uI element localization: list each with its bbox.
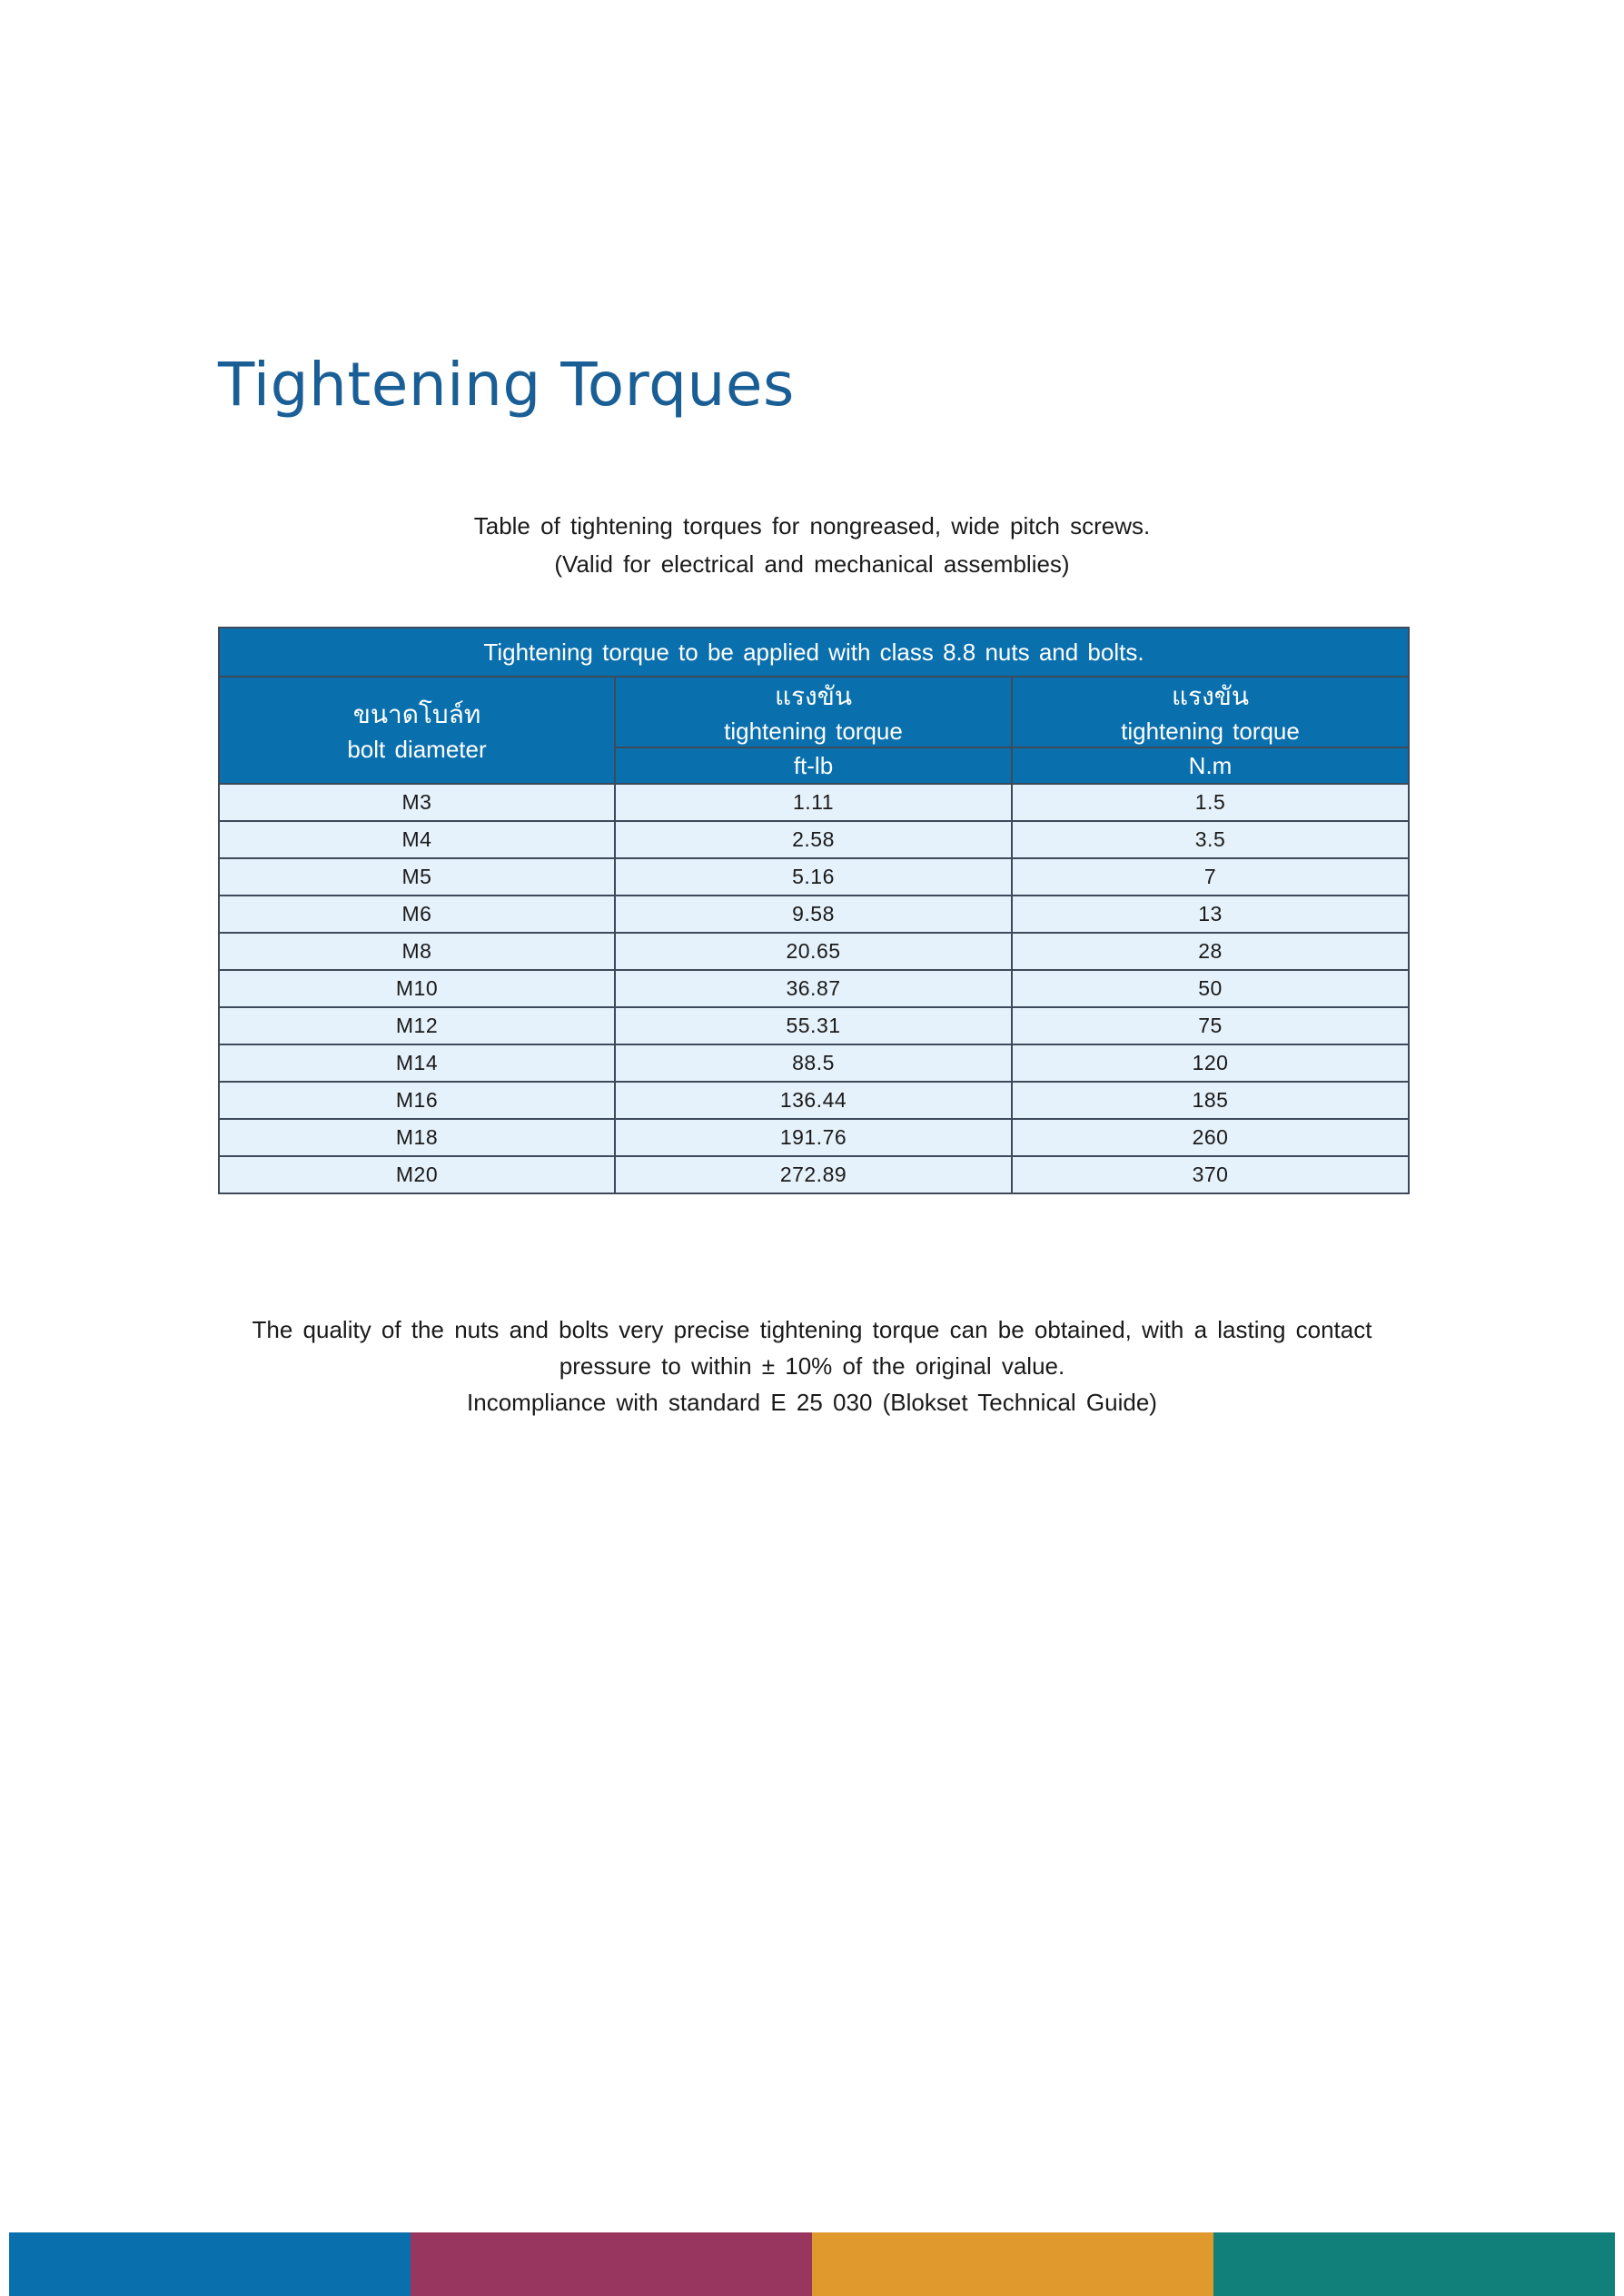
color-bar-segment bbox=[411, 2232, 812, 2296]
header-label: bolt diameter bbox=[347, 736, 487, 763]
table-description bbox=[0, 507, 1624, 583]
footer-note bbox=[0, 1311, 1624, 1420]
cell-torque-nm: 185 bbox=[1012, 1082, 1409, 1119]
color-bar-segment bbox=[9, 2232, 411, 2296]
cell-torque-ftlb: 9.58 bbox=[615, 896, 1012, 933]
cell-torque-ftlb: 2.58 bbox=[615, 821, 1012, 858]
header-torque-ftlb bbox=[615, 677, 1012, 747]
header-label: tightening torque bbox=[1121, 718, 1300, 745]
color-bar bbox=[9, 2232, 1615, 2296]
cell-torque-ftlb: 88.5 bbox=[615, 1044, 1012, 1082]
cell-bolt-size: M10 bbox=[219, 970, 615, 1007]
cell-torque-ftlb: 1.11 bbox=[615, 784, 1012, 821]
cell-bolt-size: M6 bbox=[219, 896, 615, 933]
description-line-2: (Valid for electrical and mechanical assemblies) bbox=[554, 550, 1070, 578]
torque-table bbox=[218, 627, 1410, 1194]
table-row bbox=[219, 1156, 1409, 1193]
color-bar-segment bbox=[1213, 2232, 1615, 2296]
header-thai-label: แรงขัน bbox=[774, 681, 853, 711]
cell-torque-ftlb: 36.87 bbox=[615, 970, 1012, 1007]
cell-torque-nm: 7 bbox=[1012, 858, 1409, 896]
table-row bbox=[219, 1007, 1409, 1044]
footer-line-2: pressure to within ± 10% of the original value. bbox=[559, 1352, 1065, 1380]
unit-nm: N.m bbox=[1012, 747, 1409, 784]
cell-torque-ftlb: 191.76 bbox=[615, 1119, 1012, 1156]
table-caption: Tightening torque to be applied with class 8.8 nuts and bolts. bbox=[219, 628, 1409, 677]
cell-torque-ftlb: 20.65 bbox=[615, 933, 1012, 970]
table-row bbox=[219, 933, 1409, 970]
table-body bbox=[219, 784, 1409, 1193]
cell-bolt-size: M5 bbox=[219, 858, 615, 896]
cell-bolt-size: M20 bbox=[219, 1156, 615, 1193]
cell-torque-nm: 75 bbox=[1012, 1007, 1409, 1044]
cell-bolt-size: M3 bbox=[219, 784, 615, 821]
cell-bolt-size: M12 bbox=[219, 1007, 615, 1044]
cell-bolt-size: M4 bbox=[219, 821, 615, 858]
table-row bbox=[219, 1044, 1409, 1082]
cell-torque-nm: 370 bbox=[1012, 1156, 1409, 1193]
color-bar-segment bbox=[812, 2232, 1213, 2296]
footer-line-3: Incompliance with standard E 25 030 (Blokset Technical Guide) bbox=[467, 1389, 1157, 1416]
unit-ftlb: ft-lb bbox=[615, 747, 1012, 784]
cell-torque-nm: 50 bbox=[1012, 970, 1409, 1007]
description-line-1: Table of tightening torques for nongreased, wide pitch screws. bbox=[473, 512, 1151, 539]
header-label: tightening torque bbox=[724, 718, 903, 745]
cell-torque-nm: 13 bbox=[1012, 896, 1409, 933]
table-row bbox=[219, 896, 1409, 933]
cell-bolt-size: M18 bbox=[219, 1119, 615, 1156]
table-row bbox=[219, 970, 1409, 1007]
cell-torque-nm: 260 bbox=[1012, 1119, 1409, 1156]
cell-bolt-size: M8 bbox=[219, 933, 615, 970]
table-row bbox=[219, 858, 1409, 896]
table-caption-row bbox=[219, 628, 1409, 677]
cell-torque-nm: 120 bbox=[1012, 1044, 1409, 1082]
cell-torque-nm: 28 bbox=[1012, 933, 1409, 970]
header-thai-label: แรงขัน bbox=[1171, 681, 1250, 711]
cell-bolt-size: M16 bbox=[219, 1082, 615, 1119]
table-header-row bbox=[219, 677, 1409, 747]
header-bolt-diameter bbox=[219, 677, 615, 784]
cell-torque-ftlb: 5.16 bbox=[615, 858, 1012, 896]
header-thai-label: ขนาดโบล์ท bbox=[352, 699, 481, 729]
cell-torque-nm: 3.5 bbox=[1012, 821, 1409, 858]
cell-torque-nm: 1.5 bbox=[1012, 784, 1409, 821]
table-row bbox=[219, 784, 1409, 821]
cell-torque-ftlb: 136.44 bbox=[615, 1082, 1012, 1119]
footer-line-1: The quality of the nuts and bolts very precise tightening torque can be obtained, with a lasting contact bbox=[252, 1316, 1372, 1343]
table-row bbox=[219, 821, 1409, 858]
header-torque-nm bbox=[1012, 677, 1409, 747]
table-row bbox=[219, 1119, 1409, 1156]
cell-torque-ftlb: 55.31 bbox=[615, 1007, 1012, 1044]
table-row bbox=[219, 1082, 1409, 1119]
cell-torque-ftlb: 272.89 bbox=[615, 1156, 1012, 1193]
page-title: Tightening Torques bbox=[218, 350, 795, 420]
cell-bolt-size: M14 bbox=[219, 1044, 615, 1082]
